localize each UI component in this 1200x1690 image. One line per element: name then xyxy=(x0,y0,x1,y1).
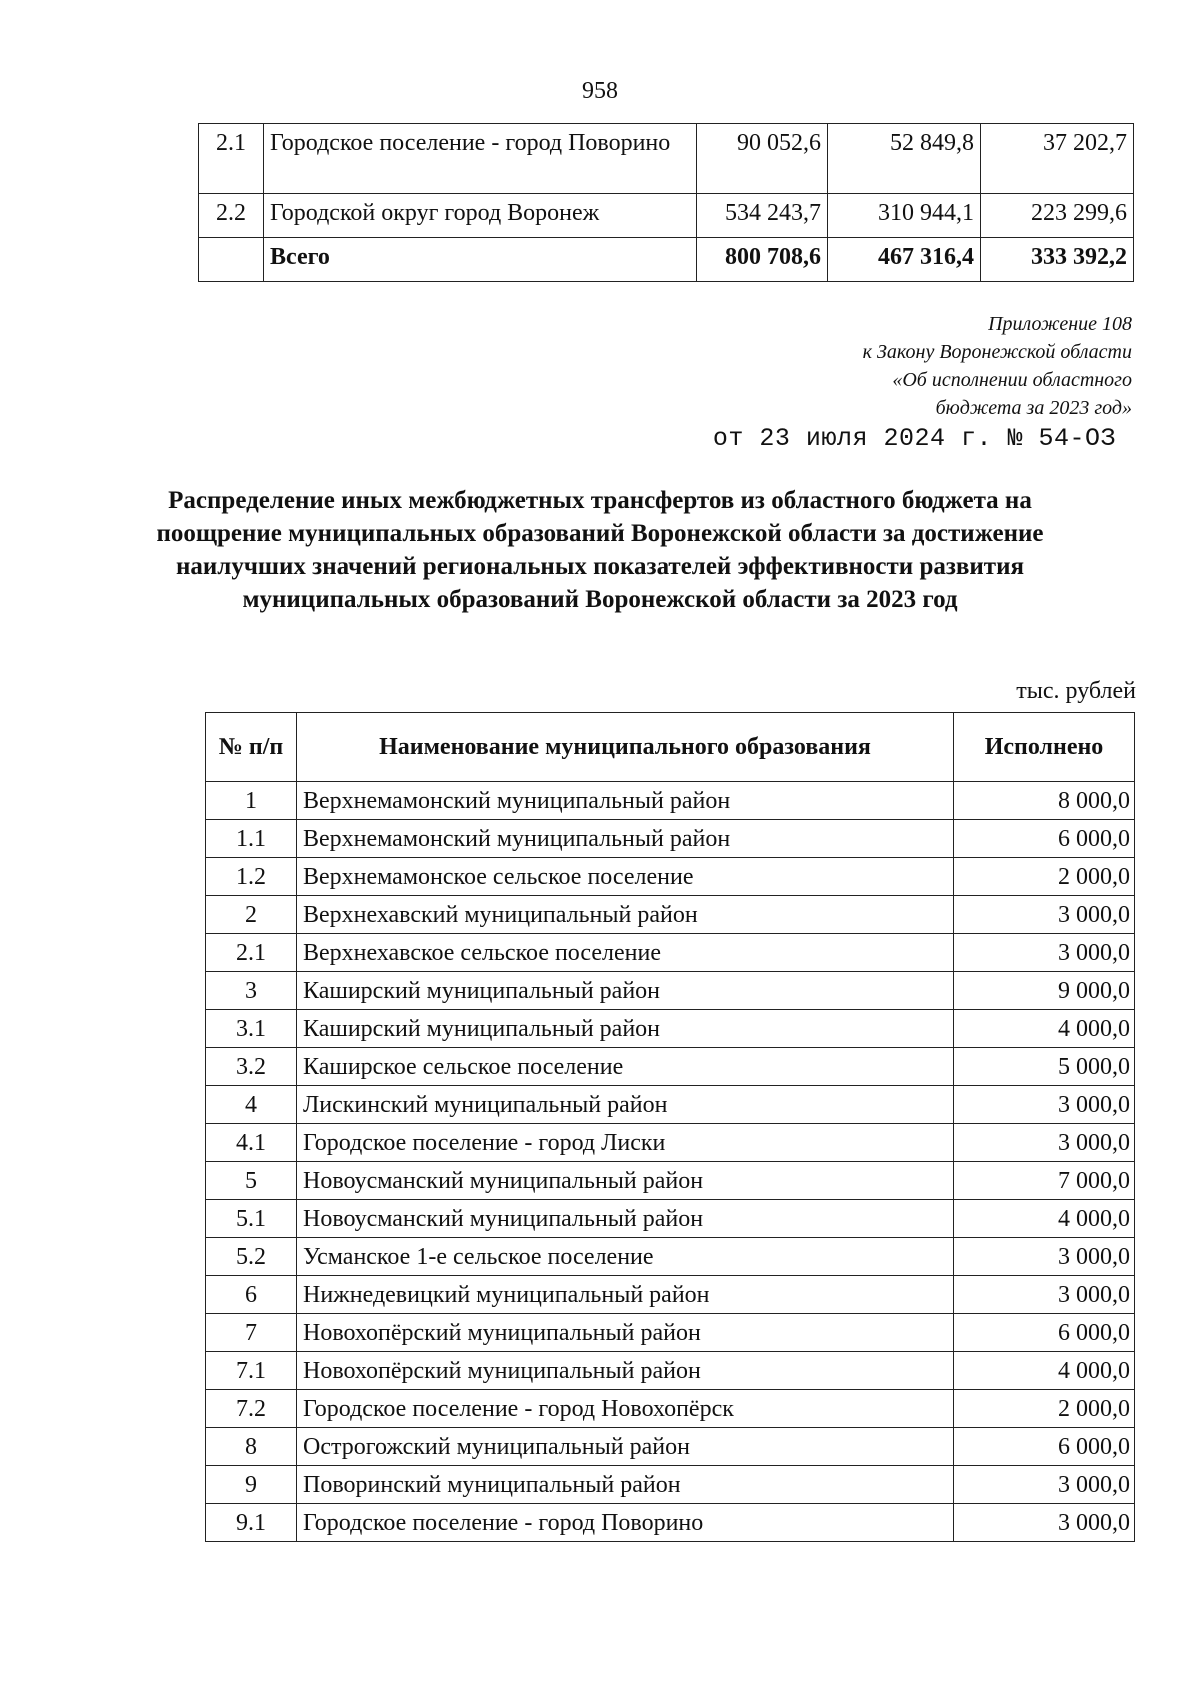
row-name: Верхнемамонский муниципальный район xyxy=(297,782,954,820)
table-row xyxy=(206,1504,1135,1542)
row-number: 3.1 xyxy=(206,1010,297,1048)
row-value: 6 000,0 xyxy=(954,820,1135,858)
law-date-stamp: от 23 июля 2024 г. № 54-ОЗ xyxy=(712,424,1116,453)
row-value: 5 000,0 xyxy=(954,1048,1135,1086)
row-number: 9.1 xyxy=(206,1504,297,1542)
row-number: 1.2 xyxy=(206,858,297,896)
row-value: 4 000,0 xyxy=(954,1200,1135,1238)
total-value-3: 333 392,2 xyxy=(981,238,1134,282)
row-name: Поворинский муниципальный район xyxy=(297,1466,954,1504)
total-label: Всего xyxy=(264,238,697,282)
table-row xyxy=(206,858,1135,896)
unit-label: тыс. рублей xyxy=(1016,678,1136,704)
appendix-note xyxy=(632,310,1132,422)
total-value-1: 800 708,6 xyxy=(697,238,828,282)
row-name: Новохопёрский муниципальный район xyxy=(297,1352,954,1390)
row-name: Усманское 1-е сельское поселение xyxy=(297,1238,954,1276)
row-value: 3 000,0 xyxy=(954,1086,1135,1124)
row-name: Новоусманский муниципальный район xyxy=(297,1162,954,1200)
row-value: 6 000,0 xyxy=(954,1428,1135,1466)
row-number: 2 xyxy=(206,896,297,934)
row-value: 4 000,0 xyxy=(954,1352,1135,1390)
table-row xyxy=(206,1200,1135,1238)
table-row xyxy=(206,972,1135,1010)
row-value: 3 000,0 xyxy=(954,1238,1135,1276)
row-number: 9 xyxy=(206,1466,297,1504)
row-name: Городское поселение - город Лиски xyxy=(297,1124,954,1162)
top-table xyxy=(198,123,1134,282)
appendix-line: бюджета за 2023 год» xyxy=(935,397,1132,419)
row-name: Городской округ город Воронеж xyxy=(264,194,697,238)
row-value: 3 000,0 xyxy=(954,1504,1135,1542)
row-number: 5 xyxy=(206,1162,297,1200)
top-table-body xyxy=(199,124,1134,282)
total-row xyxy=(199,238,1134,282)
appendix-line: Приложение 108 xyxy=(988,313,1132,335)
row-value: 9 000,0 xyxy=(954,972,1135,1010)
row-number: 1.1 xyxy=(206,820,297,858)
row-value-3: 37 202,7 xyxy=(981,124,1134,194)
table-row xyxy=(199,194,1134,238)
table-row xyxy=(206,1276,1135,1314)
table-row xyxy=(206,1124,1135,1162)
table-row xyxy=(206,782,1135,820)
table-row xyxy=(206,896,1135,934)
table-row xyxy=(206,1010,1135,1048)
table-row xyxy=(206,1428,1135,1466)
header-row xyxy=(206,713,1135,782)
row-number: 1 xyxy=(206,782,297,820)
row-value-2: 52 849,8 xyxy=(828,124,981,194)
table-row xyxy=(199,124,1134,194)
row-number: 2.1 xyxy=(199,124,264,194)
main-table-body xyxy=(206,782,1135,1542)
row-value-1: 90 052,6 xyxy=(697,124,828,194)
row-number: 4 xyxy=(206,1086,297,1124)
row-number: 5.2 xyxy=(206,1238,297,1276)
row-number: 3.2 xyxy=(206,1048,297,1086)
row-value: 2 000,0 xyxy=(954,1390,1135,1428)
table-row xyxy=(206,1162,1135,1200)
row-name: Верхнемамонское сельское поселение xyxy=(297,858,954,896)
row-name: Новохопёрский муниципальный район xyxy=(297,1314,954,1352)
table-row xyxy=(206,1466,1135,1504)
table-row xyxy=(206,934,1135,972)
appendix-line: к Закону Воронежской области xyxy=(862,341,1132,363)
row-value-1: 534 243,7 xyxy=(697,194,828,238)
appendix-line: «Об исполнении областного xyxy=(892,369,1132,391)
row-number xyxy=(199,238,264,282)
row-value: 3 000,0 xyxy=(954,1276,1135,1314)
main-table xyxy=(205,712,1135,1542)
row-number: 4.1 xyxy=(206,1124,297,1162)
row-number: 5.1 xyxy=(206,1200,297,1238)
row-name: Верхнемамонский муниципальный район xyxy=(297,820,954,858)
row-value: 2 000,0 xyxy=(954,858,1135,896)
row-name: Городское поселение - город Поворино xyxy=(264,124,697,194)
row-name: Лискинский муниципальный район xyxy=(297,1086,954,1124)
table-row xyxy=(206,1390,1135,1428)
row-name: Верхнехавский муниципальный район xyxy=(297,896,954,934)
row-name: Нижнедевицкий муниципальный район xyxy=(297,1276,954,1314)
row-number: 7.1 xyxy=(206,1352,297,1390)
header-num: № п/п xyxy=(206,713,297,782)
row-value: 6 000,0 xyxy=(954,1314,1135,1352)
row-number: 2.1 xyxy=(206,934,297,972)
row-value: 3 000,0 xyxy=(954,1466,1135,1504)
row-number: 8 xyxy=(206,1428,297,1466)
row-number: 7 xyxy=(206,1314,297,1352)
row-number: 6 xyxy=(206,1276,297,1314)
row-number: 7.2 xyxy=(206,1390,297,1428)
row-number: 2.2 xyxy=(199,194,264,238)
row-name: Каширский муниципальный район xyxy=(297,972,954,1010)
row-value-3: 223 299,6 xyxy=(981,194,1134,238)
row-number: 3 xyxy=(206,972,297,1010)
page-number: 958 xyxy=(582,78,618,104)
header-name: Наименование муниципального образования xyxy=(297,713,954,782)
total-value-2: 467 316,4 xyxy=(828,238,981,282)
row-value-2: 310 944,1 xyxy=(828,194,981,238)
main-table-head xyxy=(206,713,1135,782)
table-row xyxy=(206,1314,1135,1352)
row-value: 4 000,0 xyxy=(954,1010,1135,1048)
table-row xyxy=(206,1238,1135,1276)
table-row xyxy=(206,820,1135,858)
row-name: Городское поселение - город Новохопёрск xyxy=(297,1390,954,1428)
row-value: 7 000,0 xyxy=(954,1162,1135,1200)
row-name: Новоусманский муниципальный район xyxy=(297,1200,954,1238)
row-name: Каширское сельское поселение xyxy=(297,1048,954,1086)
row-value: 8 000,0 xyxy=(954,782,1135,820)
row-name: Верхнехавское сельское поселение xyxy=(297,934,954,972)
row-name: Городское поселение - город Поворино xyxy=(297,1504,954,1542)
table-row xyxy=(206,1086,1135,1124)
table-row xyxy=(206,1352,1135,1390)
row-name: Острогожский муниципальный район xyxy=(297,1428,954,1466)
row-value: 3 000,0 xyxy=(954,1124,1135,1162)
header-value: Исполнено xyxy=(954,713,1135,782)
row-name: Каширский муниципальный район xyxy=(297,1010,954,1048)
document-title: Распределение иных межбюджетных трансфертов из областного бюджета на поощрение муниципальных образований Воронежской области за достижение наилучших значений региональных показателей эффективности развития муниципальных образований Воронежской области за 2023 год xyxy=(156,487,1044,613)
row-value: 3 000,0 xyxy=(954,896,1135,934)
table-row xyxy=(206,1048,1135,1086)
row-value: 3 000,0 xyxy=(954,934,1135,972)
